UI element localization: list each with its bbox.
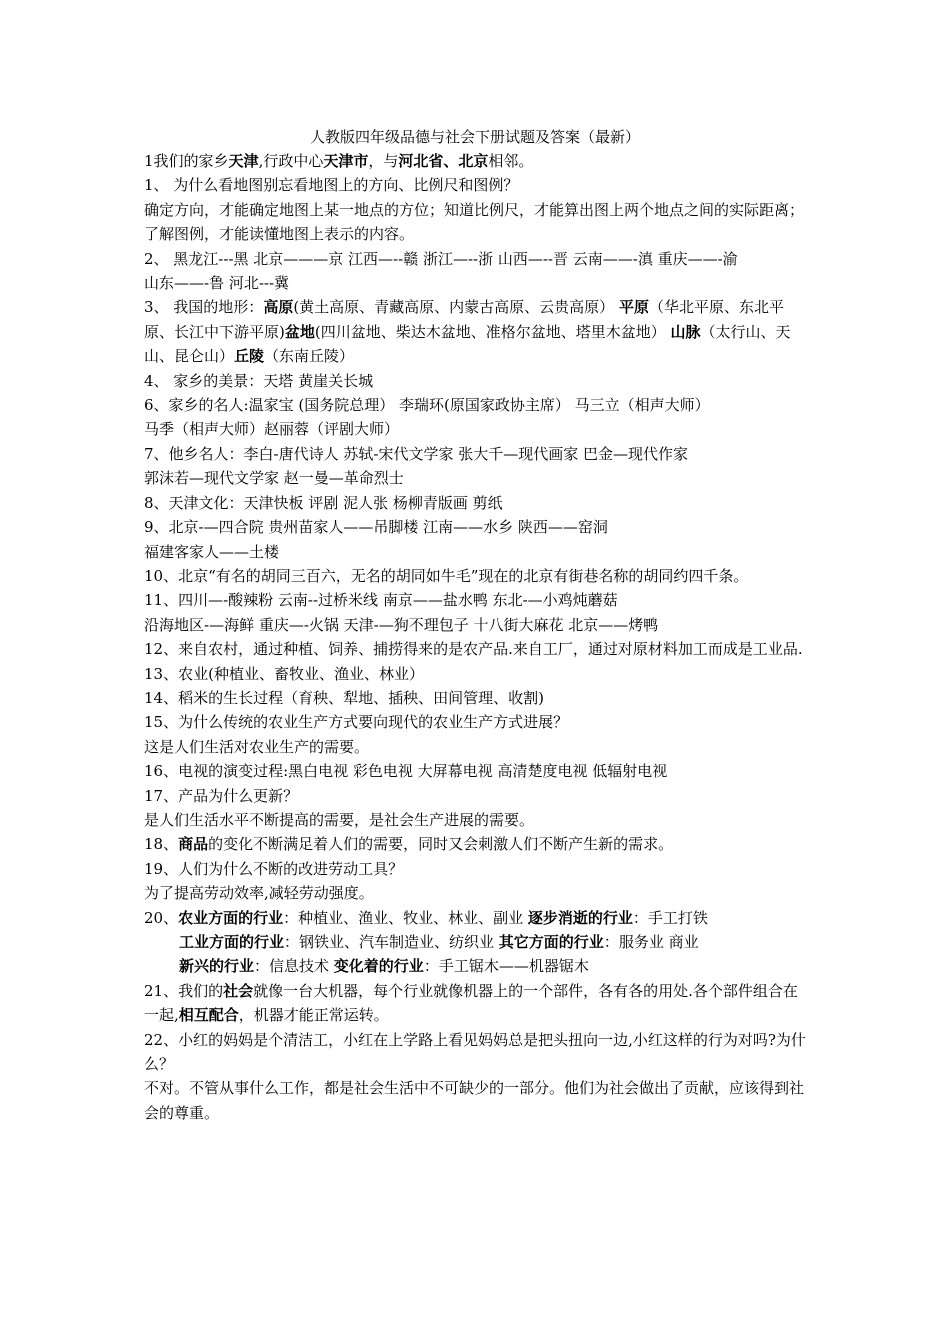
bold-run: 工业方面的行业	[179, 933, 285, 951]
text-run: (黄土高原、青藏高原、内蒙古高原、云贵高原）	[293, 298, 619, 317]
question-14: 14、稻米的生长过程（育秧、犁地、插秧、田间管理、收割)	[144, 688, 544, 707]
question-11-cont: 沿海地区-—海鲜 重庆—-火锅 天津-—狗不理包子 十八街大麻花 北京——烤鸭	[144, 615, 659, 634]
question-21	[144, 979, 812, 1028]
question-20	[144, 906, 812, 930]
bold-run: 新兴的行业	[179, 957, 255, 976]
text-run: (四川盆地、柴达木盆地、准格尔盆地、塔里木盆地）	[314, 322, 671, 341]
question-16: 16、电视的演变过程:黑白电视 彩色电视 大屏幕电视 高清楚度电视 低辐射电视	[144, 762, 668, 781]
question-8: 8、天津文化：天津快板 评剧 泥人张 杨柳青版画 剪纸	[144, 493, 503, 512]
question-6: 6、家乡的名人:温家宝 (国务院总理） 李瑞环(原国家政协主席） 马三立（相声大师）	[144, 396, 710, 415]
text-run: ：手工锯木——机器锯木	[423, 957, 589, 976]
text-run: 的变化不断满足着人们的需要，同时又会刺激人们不断产生新的需求。	[208, 835, 674, 854]
answer-1: 确定方向，才能确定地图上某一地点的方位；知道比例尺，才能算出图上两个地点之间的实际距离；了解图例，才能读懂地图上表示的内容。	[144, 200, 805, 244]
bold-run: 变化着的行业	[333, 957, 424, 976]
question-1: 1、 为什么看地图别忘看地图上的方向、比例尺和图例？	[144, 176, 519, 195]
bold-run: 高原	[263, 298, 294, 317]
bold-run: 丘陵	[234, 347, 265, 366]
bold-run: 盆地	[284, 322, 315, 341]
text-run: 20、	[144, 908, 179, 927]
question-17: 17、产品为什么更新？	[144, 786, 299, 805]
question-22: 22、小红的妈妈是个清洁工，小红在上学路上看见妈妈总是把头扭向一边,小红这样的行为对吗?为什么？	[144, 1030, 806, 1074]
bold-run: 逐步消逝的行业	[527, 908, 633, 927]
intro-line	[144, 149, 812, 173]
text-run: 3、 我国的地形：	[144, 298, 264, 317]
text-run: ：钢铁业、汽车制造业、纺织业	[284, 933, 499, 951]
bold-run: 农业方面的行业	[178, 908, 284, 927]
bold-run: 河北省、北京	[398, 152, 489, 170]
text-run: 21、我们的	[144, 981, 224, 1000]
question-12: 12、来自农村，通过种植、饲养、捕捞得来的是农产品.来自工厂，通过对原材料加工而成是工业品.	[144, 640, 803, 659]
question-10: 10、北京“有名的胡同三百六，无名的胡同如牛毛”现在的北京有街巷名称的胡同约四千条。	[144, 566, 749, 585]
question-9: 9、北京-—四合院 贵州苗家人——吊脚楼 江南——水乡 陕西——窑洞	[144, 518, 608, 537]
question-7: 7、他乡名人：李白-唐代诗人 苏轼-宋代文学家 张大千—现代画家 巴金—现代作家	[144, 444, 688, 463]
text-run: ：种植业、渔业、牧业、林业、副业	[283, 908, 528, 927]
text-run: ，机器才能正常运转。	[238, 1006, 389, 1025]
text-run: 相邻。	[488, 152, 534, 170]
text-run: （华北平原、东北平原、长江中下游平原)	[144, 298, 784, 341]
question-2: 2、 黑龙江---黑 北京———京 江西—--赣 浙江—--浙 山西—--晋 云南——-滇 重庆——-渝	[144, 249, 738, 268]
question-20-line-2	[144, 930, 812, 954]
question-9-cont: 福建客家人——土楼	[144, 542, 280, 561]
question-18	[144, 832, 812, 856]
text-run: ：信息技术	[254, 957, 334, 976]
text-run: 就像一台大机器，每个行业就像机器上的一个部件，各有各的用处.各个部件组合在一起,	[144, 981, 798, 1025]
question-19: 19、人们为什么不断的改进劳动工具？	[144, 859, 404, 878]
bold-run: 山脉	[670, 322, 701, 341]
question-3	[144, 295, 812, 368]
question-13: 13、农业(种植业、畜牧业、渔业、林业）	[144, 664, 424, 683]
question-6-cont: 马季（相声大师）赵丽蓉（评剧大师）	[144, 420, 400, 439]
question-7-cont: 郭沫若—现代文学家 赵一曼—革命烈士	[144, 469, 404, 488]
bold-run: 社会	[223, 981, 254, 1000]
document-body	[144, 149, 812, 1125]
question-15: 15、为什么传统的农业生产方式要向现代的农业生产方式进展？	[144, 713, 569, 732]
question-20-line-3	[144, 954, 812, 978]
bold-run: 其它方面的行业	[498, 933, 604, 951]
text-run: （东南丘陵）	[264, 347, 355, 366]
text-run: ：手工打铁	[632, 908, 708, 927]
text-run: ,行政中心	[258, 152, 324, 170]
question-2-cont: 山东——-鲁 河北---冀	[144, 274, 290, 293]
answer-19: 为了提高劳动效率,减轻劳动强度。	[144, 884, 374, 903]
question-11: 11、四川—-酸辣粉 云南--过桥米线 南京——盐水鸭 东北-—小鸡炖蘑菇	[144, 591, 618, 610]
text-run: （太行山、天山、昆仑山）	[144, 322, 791, 366]
answer-17: 是人们生活水平不断提高的需要，是社会生产进展的需要。	[144, 810, 535, 829]
question-4: 4、 家乡的美景：天塔 黄崖关长城	[144, 371, 374, 390]
text-run: 1我们的家乡	[144, 152, 229, 170]
answer-15: 这是人们生活对农业生产的需要。	[144, 737, 370, 756]
text-run: ：服务业 商业	[603, 933, 699, 951]
answer-22: 不对。不管从事什么工作，都是社会生活中不可缺少的一部分。他们为社会做出了贡献，应该得到社会的尊重。	[144, 1079, 805, 1122]
bold-run: 天津市	[323, 152, 369, 170]
document-title: 人教版四年级品德与社会下册试题及答案（最新）	[309, 128, 640, 146]
bold-run: 天津	[228, 152, 259, 170]
text-run: ，与	[368, 152, 399, 170]
bold-run: 商品	[178, 835, 209, 854]
text-run: 18、	[144, 835, 179, 854]
bold-run: 相互配合	[178, 1006, 239, 1025]
bold-run: 平原	[618, 298, 649, 317]
